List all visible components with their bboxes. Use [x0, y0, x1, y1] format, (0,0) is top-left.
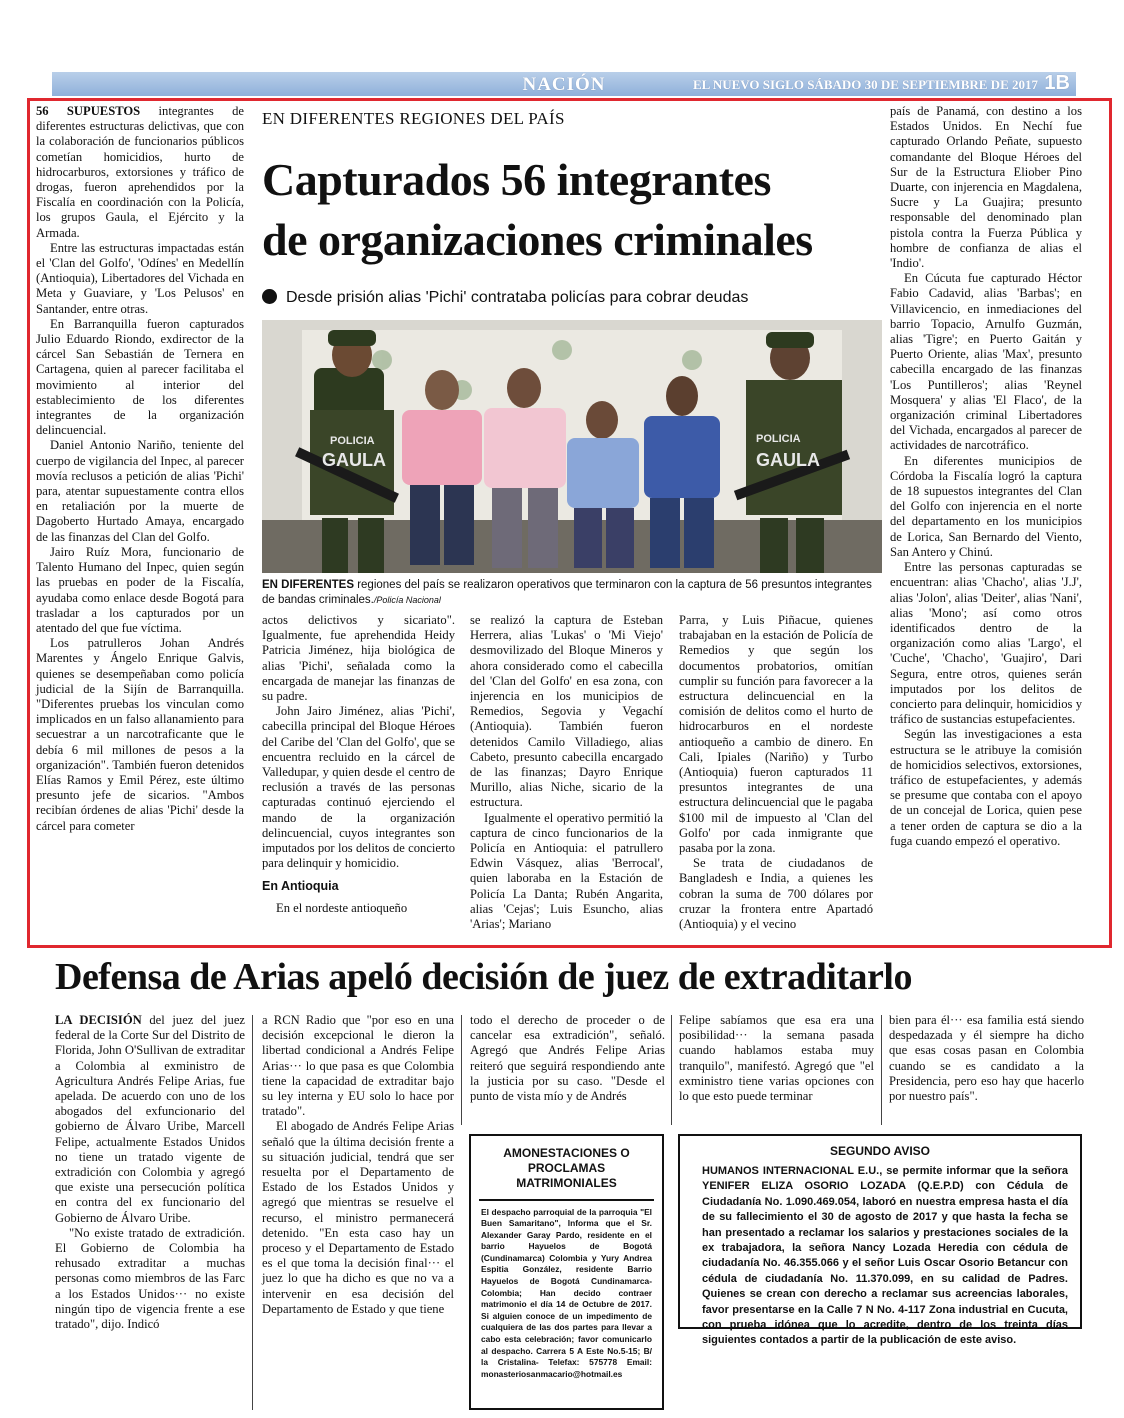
lead-in: 56 SUPUESTOS [36, 104, 141, 118]
ad-title-line: AMONESTACIONES O [503, 1146, 630, 1160]
paragraph: se realizó la captura de Esteban Herrera, alias 'Lukas' o 'Mi Viejo' desmovilizado del Bloque Mineros y ahora considerado como el cabecilla del 'Clan del Golfo' en esa zona, con injerencia en los municipios de Remedios, Segovia y Vegachí (Antioquia). También fueron detenidos Camilo Villadiego, alias Cabeto, presunto cabecilla encargado de las finanzas; Dayro Enrique Murillo, alias Niche, sicario de la estructura. [470, 613, 663, 810]
article2-column-3 [470, 1013, 665, 1104]
vest-text: POLICIA [756, 433, 801, 445]
article1-photo [262, 320, 882, 573]
paragraph: bien para él··· esa familia está siendo despedazada y él siempre ha dicho que esas cosas pasan en Colombia cuando se es candidato a la Presidencia, pero eso hay que hacerlo por nuestro país". [889, 1013, 1084, 1104]
paragraph: En Barranquilla fueron capturados Julio Eduardo Riondo, exdirector de la cárcel San Sebastián de Ternera en Cartagena, quien al parecer facilitaba el movimiento al interior del establecimiento de los diferentes integrantes de la organización delincuencial. [36, 316, 244, 438]
divider [479, 1199, 654, 1201]
arrest-photo-illustration [262, 320, 882, 573]
second-notice-ad [678, 1134, 1082, 1347]
page-number: 1B [1044, 72, 1070, 94]
paragraph: Se trata de ciudadanos de Bangladesh e India, a quienes les cobran la suma de 700 dólares por cruzar la frontera entre Apartadó (Antioquia) y el vecino [679, 856, 873, 932]
bullet-icon [262, 289, 277, 304]
article1-column-3 [470, 613, 663, 932]
paragraph: Según las investigaciones a esta estructura se le atribuye la comisión de homicidios selectivos, extorsiones, tráfico de estupefacientes, y además se presume que contaba con el apoyo de un concejal de Lorica, quien pese a tener orden de captura se dio a la fuga cuando empezó el operativo. [890, 727, 1082, 848]
paragraph: Igualmente el operativo permitió la captura de cinco funcionarios de la Policía en Antioquia: el patrullero Edwin Vásquez, alias 'Berrocal', quien laboraba en la Estación de Policía La Danta; Rubén Angarita, alias 'Cejas'; Luis Esuncho, alias 'Arias'; Mariano [470, 810, 663, 932]
paragraph: En diferentes municipios de Córdoba la Fiscalía logró la captura de 18 supuestos integrantes del Clan del Golfo con injerencia en el norte del departamento en los municipios de Lorica, San Bernardo del Viento, San Antero y Chinú. [890, 453, 1082, 559]
article2-headline: Defensa de Arias apeló decisión de juez de extraditarlo [55, 956, 912, 998]
edition-date: EL NUEVO SIGLO SÁBADO 30 DE SEPTIEMBRE DE 2017 [692, 77, 1038, 92]
vest-text: POLICIA [330, 435, 375, 447]
paragraph: En el nordeste antioqueño [276, 900, 408, 915]
paragraph: todo el derecho de proceder o de cancelar esa extradición", señaló. Agregó que Andrés Felipe Arias reiteró que seguirá respondiendo ante la justicia por su caso. "Desde el punto de vista mío y de Andrés [470, 1013, 665, 1104]
column-divider [881, 1015, 882, 1125]
paragraph: Felipe sabíamos que esa era una posibilidad··· la semana pasada cuando hablamos estaba muy tranquilo", manifestó. Agregó que "el exministro tiene varias opciones con lo que esto puede terminar [679, 1013, 874, 1104]
column-divider [252, 1015, 253, 1410]
paragraph: Entre las personas capturadas se encuentran: alias 'Chacho', alias 'J.J', alias 'Jolon', alias 'Deiter', alias 'Nani', alias 'Mono'; así como otros identificados dentro de la organización como alias 'Largo', el 'Cuche', 'Chacho', 'Guajiro', Dari Segura, entre otros, quienes serán imputados por los delitos de concierto para delinquir, homicidios y tráfico de sustancias estupefacientes. [890, 560, 1082, 727]
vest-text: GAULA [756, 450, 820, 470]
ad-title: SEGUNDO AVISO [829, 1144, 930, 1158]
column-divider [461, 1015, 462, 1125]
article1-subhead [262, 289, 748, 307]
paragraph: En Cúcuta fue capturado Héctor Fabio Cadavid, alias 'Barbas'; en Villavicencio, en inmediaciones del barrio Topacio, Arnulfo Guzmán, alias 'Tigre'; en Puerto Gaitán y Puerto Oriente, alias 'Max', presunto cabecilla encargado de las finanzas 'Los Puntilleros'; alias 'Reynel Mosquera' y alias 'El Flaco', de la organización criminal Libertadores del Vichada, encargados al parecer de actividades de narcotráfico. [890, 271, 1082, 453]
paragraph: a RCN Radio que "por eso en una decisión excepcional le dieron la libertad condicional a Andrés Felipe Arias··· lo que pasa es que Colombia tiene la capacidad de extraditar bajo su ley interna y EU solo lo hace por tratado". [262, 1013, 454, 1119]
headline-line: de organizaciones criminales [262, 214, 813, 265]
paragraph: Jairo Ruíz Mora, funcionario de Talento Humano del Inpec, quien según las pruebas en poder de la Fiscalía, ayudaba como enlace desde Bogotá para trasladar a los capturados por un atentado del que fue víctima. [36, 544, 244, 635]
article1-column-5 [890, 104, 1082, 849]
paragraph: Entre las estructuras impactadas están el 'Clan del Golfo', 'Odínes' en Medellín (Antioquia), Libertadores del Vichada en Meta y Guaviare, y 'Los Pelusos' en Santander, entre otras. [36, 240, 244, 316]
paragraph: "No existe tratado de extradición. El Gobierno de Colombia ha rehusado extraditar a muchas personas como miembros de las Farc a los Estados Unidos··· no existe ningún tipo de vigencia frente a ese tratado", dijo. Indicó [55, 1225, 245, 1332]
paragraph: del juez del juez federal de la Corte Sur del Distrito de Florida, John O'Sullivan de extraditar a Colombia al exministro de Agricultura Andrés Felipe Arias, fue apelada. De acuerdo con uno de los abogados del exfuncionario del gobierno de Álvaro Uribe, Marcell Felipe, actualmente Estados Unidos no tiene un tratado vigente de extradición con Colombia y agregó que existe una persecución política en contra del ex funcionario del Gobierno de Álvaro Uribe. [55, 1013, 245, 1225]
section-subtitle: En Antioquia [262, 879, 339, 894]
subhead-text: Desde prisión alias 'Pichi' contrataba policías para cobrar deudas [286, 289, 749, 306]
article1-kicker: EN DIFERENTES REGIONES DEL PAÍS [262, 109, 565, 128]
paragraph: integrantes de diferentes estructuras delictivas, que con la colaboración de funcionarios públicos cometían homicidios, hurto de hidrocarburos, extorsiones y tráfico de drogas, fueron aprehendidos por la Fiscalía en coordinación con la Policía, los grupos Gaula, el Ejército y la Armada. [36, 104, 244, 240]
section-header-band [52, 72, 1076, 96]
article1-headline [262, 150, 882, 270]
article1-column-4 [679, 613, 873, 932]
photo-caption [262, 578, 882, 608]
photo-credit: /Policía Nacional [373, 595, 441, 605]
article2-column-2 [262, 1013, 454, 1317]
paragraph: Daniel Antonio Nariño, teniente del cuerpo de vigilancia del Inpec, al parecer movía reclusos a petición de alias 'Pichi' para, atentar supuestamente contra ellos en retaliación por la muerte de Dagoberto Hurtado Amaya, encargado de las finanzas del Clan del Golfo. [36, 438, 244, 544]
paragraph: Los patrulleros Johan Andrés Marentes y Ángelo Enrique Galvis, quienes se desempeñaban como policía judicial de la Sijín de Barranquilla. "Diferentes pruebas los vinculan como implicados en un falso allanamiento para secuestrar a un narcotraficante que le debía 6 mil millones de pesos a la organización". También fueron detenidos Elías Ramos y Emil Pérez, este último presunto jefe de sicarios. "Ambos recibían órdenes de alias 'Pichi' desde la cárcel para cometer [36, 636, 244, 833]
article1-column-1 [36, 104, 244, 834]
paragraph: John Jairo Jiménez, alias 'Pichi', cabecilla principal del Bloque Héroes del Caribe del 'Clan del Golfo', que se encuentra recluido en la cárcel de Valledupar, y quien desde el centro de reclusión a través de las personas capturadas continuó ejerciendo el mando de la organización delincuencial, cuyos integrantes son imputados por los delitos de concierto para delinquir y homicidio. [262, 704, 455, 871]
headline-line: Capturados 56 integrantes [262, 154, 771, 205]
paragraph: El abogado de Andrés Felipe Arias señaló que la última decisión frente a su situación judicial, tendrá que ser resuelta por el Departamento de Estado de los Estados Unidos y agregó que mientras se resuelve el recurso, el ministro permanecerá detenido. "En esta caso hay un proceso y el Departamento de Estado es el que toma la decisión final··· el juez lo que ha dicho es que no va a intervenir en esa decisión del Departamento de Estado y que tiene [262, 1119, 454, 1316]
column-divider [671, 1015, 672, 1125]
paragraph: actos delictivos y sicariato". Igualmente, fue aprehendida Heidy Patricia Jiménez, hija biológica de alias 'Pichi', señalada como la encargada de manejar las finanzas de su padre. [262, 613, 455, 704]
article2-column-4 [679, 1013, 874, 1104]
paragraph: país de Panamá, con destino a los Estados Unidos. En Nechí fue capturado Orlando Peñate, supuesto comandante del Bloque Héroes del Sur de la Estructura Eliober Pino Duarte, con injerencia en Magdalena, Sucre y La Guajira; presunto responsable del denominado plan pistola contra la Fuerza Pública y hombre de confianza de alias el 'Indio'. [890, 104, 1082, 271]
article1-column-2 [262, 613, 455, 916]
vest-text: GAULA [322, 450, 386, 470]
section-name: NACIÓN [522, 74, 606, 95]
article2-column-5 [889, 1013, 1084, 1104]
article2-column-1 [55, 1013, 245, 1332]
caption-text: regiones del país se realizaron operativos que terminaron con la captura de 56 presuntos integrantes de bandas criminales. [262, 579, 872, 606]
marriage-notice-ad [469, 1134, 664, 1410]
ad-title [477, 1146, 656, 1191]
ad-body: HUMANOS INTERNACIONAL E.U., se permite informar que la señora YENIFER ELIZA OSORIO LOZADA (Q.E.P.D) con Cédula de Ciudadanía No. 1.090.469.054, laboró en nuestra empresa hasta el día de su fallecimiento el 30 de agosto de 2017 y que hasta la fecha se han presentado a reclamar los salarios y prestaciones sociales de la ex trabajadora, la señora Nancy Lozada Heredia con cédula de ciudadanía No. 46.355.066 y el señor Luis Oscar Osorio Betancur con cédula de ciudadanía No. 11.370.099, en su calidad de Padres. Quienes se crean con derecho a reclamar sus acreencias laborales, favor presentarse en la Calle 7 N No. 4-117 Zona industrial en Cucuta, con prueba idónea que lo acredite, dentro de los treinta días siguientes contados a partir de la publicación de este aviso. [702, 1165, 1068, 1347]
paragraph: Parra, y Luis Piñacue, quienes trabajaban en la estación de Policía de Remedios y que según los documentos probatorios, omitían cumplir su función para favorecer a la estructura delincuencial en la comisión de delitos como el hurto de hidrocarburos en el nordeste antioqueño a cambio de dinero. En Cali, Ipiales (Nariño) y Turbo (Antioquia) fueron capturados 11 presuntos integrantes de una estructura delincuencial que le pagaba $100 mil de impuesto al 'Clan del Golfo' por cada inmigrante que pasaba por la zona. [679, 613, 873, 856]
ad-title-line: PROCLAMAS MATRIMONIALES [516, 1161, 617, 1190]
ad-body: El despacho parroquial de la parroquia "El Buen Samaritano", Informa que el Sr. Alexander Garay Pardo, residente en el barrio Hayuelos de Bogotá (Cundinamarca) Colombia y Yury Andrea Espitia González, residente Barrio Hayuelos de Bogotá Cundinamarca- Colombia; Han decido contraer matrimonio el día 14 de Octubre de 2017. Si alguien conoce de un impedimento de cualquiera de las dos partes para llevar a cabo esta celebración; favor comunicarlo al despacho. Carrera 5 A Este No.5-15; B/ la Cristalina- Telefax: 575778 Email: monasteriosanmacario@hotmail.es [481, 1206, 652, 1379]
caption-lead: EN DIFERENTES [262, 579, 355, 591]
lead-in: LA DECISIÓN [55, 1013, 142, 1027]
